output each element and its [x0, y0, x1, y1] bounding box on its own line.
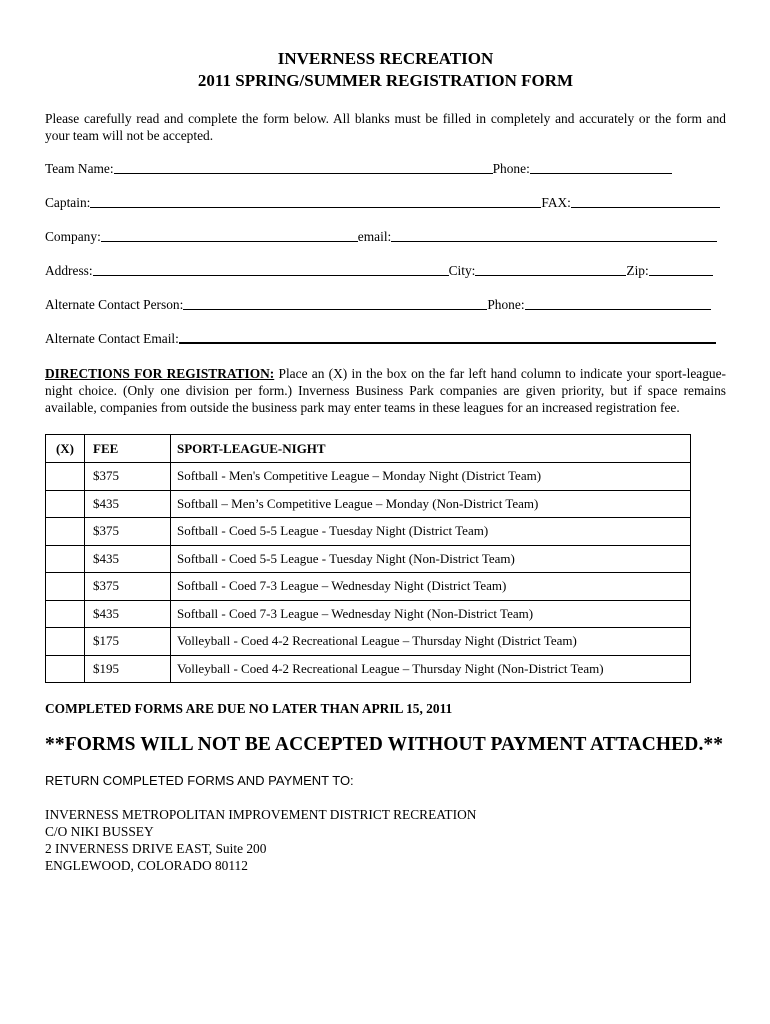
alt-phone-field[interactable]	[525, 297, 711, 310]
team-name-field[interactable]	[114, 161, 493, 174]
selection-checkbox[interactable]	[46, 655, 85, 683]
selection-checkbox[interactable]	[46, 573, 85, 601]
address-line-1: INVERNESS METROPOLITAN IMPROVEMENT DISTRICT RECREATION	[45, 807, 477, 822]
company-row	[45, 228, 726, 245]
fee-cell: $435	[85, 545, 171, 573]
selection-checkbox[interactable]	[46, 628, 85, 656]
table-row	[46, 600, 691, 628]
captain-field[interactable]	[90, 195, 541, 208]
city-label: City:	[448, 263, 476, 278]
header-x: (X)	[46, 435, 85, 463]
address-line-3: 2 INVERNESS DRIVE EAST, Suite 200	[45, 841, 267, 856]
captain-label: Captain:	[45, 195, 91, 210]
league-cell: Volleyball - Coed 4-2 Recreational League – Thursday Night (District Team)	[171, 628, 691, 656]
intro-text: Please carefully read and complete the form below. All blanks must be filled in completely and accurately or the form and your team will not be accepted.	[45, 111, 726, 143]
form-title	[45, 48, 726, 92]
league-cell: Softball - Coed 5-5 League - Tuesday Night (Non-District Team)	[171, 545, 691, 573]
alt-contact-row	[45, 296, 726, 313]
email-field[interactable]	[391, 229, 717, 242]
company-label: Company:	[45, 229, 101, 244]
league-fee-table	[45, 434, 691, 683]
email-label: email:	[357, 229, 392, 244]
league-cell: Softball - Men's Competitive League – Monday Night (District Team)	[171, 463, 691, 491]
fee-cell: $195	[85, 655, 171, 683]
zip-field[interactable]	[649, 263, 713, 276]
fee-cell: $175	[85, 628, 171, 656]
alt-phone-label: Phone:	[487, 297, 525, 312]
phone-field[interactable]	[530, 161, 672, 174]
selection-checkbox[interactable]	[46, 545, 85, 573]
address-label: Address:	[45, 263, 93, 278]
header-fee: FEE	[85, 435, 171, 463]
fee-cell: $435	[85, 490, 171, 518]
header-sport-league-night: SPORT-LEAGUE-NIGHT	[171, 435, 691, 463]
table-row	[46, 573, 691, 601]
alt-email-field[interactable]	[179, 330, 716, 344]
fee-cell: $375	[85, 573, 171, 601]
directions-paragraph	[45, 365, 726, 416]
table-row	[46, 655, 691, 683]
fee-cell: $375	[85, 463, 171, 491]
city-field[interactable]	[475, 263, 626, 276]
table-header-row	[46, 435, 691, 463]
table-row	[46, 545, 691, 573]
address-field[interactable]	[93, 263, 449, 276]
team-name-label: Team Name:	[45, 161, 114, 176]
address-line-2: C/O NIKI BUSSEY	[45, 824, 154, 839]
league-cell: Softball - Coed 7-3 League – Wednesday Night (Non-District Team)	[171, 600, 691, 628]
alt-email-row	[45, 330, 726, 347]
table-row	[46, 490, 691, 518]
selection-checkbox[interactable]	[46, 463, 85, 491]
directions-text: Place an (X) in the box on the far left hand column to indicate your sport-league-night choice. (Only one division per form.) Inverness Business Park companies are given priority, but if space remains available, companies from outside the business park may enter teams in these leagues for an increased registration fee.	[45, 366, 727, 415]
return-instructions: RETURN COMPLETED FORMS AND PAYMENT TO:	[45, 773, 354, 788]
alt-contact-label: Alternate Contact Person:	[45, 297, 184, 312]
selection-checkbox[interactable]	[46, 518, 85, 546]
due-date-notice: COMPLETED FORMS ARE DUE NO LATER THAN APRIL 15, 2011	[45, 701, 453, 716]
selection-checkbox[interactable]	[46, 600, 85, 628]
league-cell: Softball - Coed 7-3 League – Wednesday Night (District Team)	[171, 573, 691, 601]
zip-label: Zip:	[626, 263, 649, 278]
address-row	[45, 262, 726, 279]
league-cell: Softball – Men’s Competitive League – Monday (Non-District Team)	[171, 490, 691, 518]
captain-row	[45, 194, 726, 211]
fee-cell: $435	[85, 600, 171, 628]
fax-field[interactable]	[571, 195, 720, 208]
fax-label: FAX:	[541, 195, 571, 210]
title-line-2: 2011 SPRING/SUMMER REGISTRATION FORM	[197, 71, 574, 90]
mailing-address	[45, 806, 726, 874]
table-row	[46, 463, 691, 491]
payment-warning: **FORMS WILL NOT BE ACCEPTED WITHOUT PAYMENT ATTACHED.**	[45, 734, 724, 755]
alt-contact-field[interactable]	[183, 297, 487, 310]
company-field[interactable]	[101, 229, 358, 242]
selection-checkbox[interactable]	[46, 490, 85, 518]
table-row	[46, 628, 691, 656]
alt-email-label: Alternate Contact Email:	[45, 331, 179, 346]
registration-form	[45, 48, 726, 874]
address-line-4: ENGLEWOOD, COLORADO 80112	[45, 858, 248, 873]
league-cell: Volleyball - Coed 4-2 Recreational League – Thursday Night (Non-District Team)	[171, 655, 691, 683]
title-line-1: INVERNESS RECREATION	[277, 49, 494, 68]
table-row	[46, 518, 691, 546]
phone-label: Phone:	[492, 161, 530, 176]
team-name-row	[45, 160, 726, 177]
fee-cell: $375	[85, 518, 171, 546]
directions-heading: DIRECTIONS FOR REGISTRATION:	[45, 366, 275, 381]
league-cell: Softball - Coed 5-5 League - Tuesday Night (District Team)	[171, 518, 691, 546]
